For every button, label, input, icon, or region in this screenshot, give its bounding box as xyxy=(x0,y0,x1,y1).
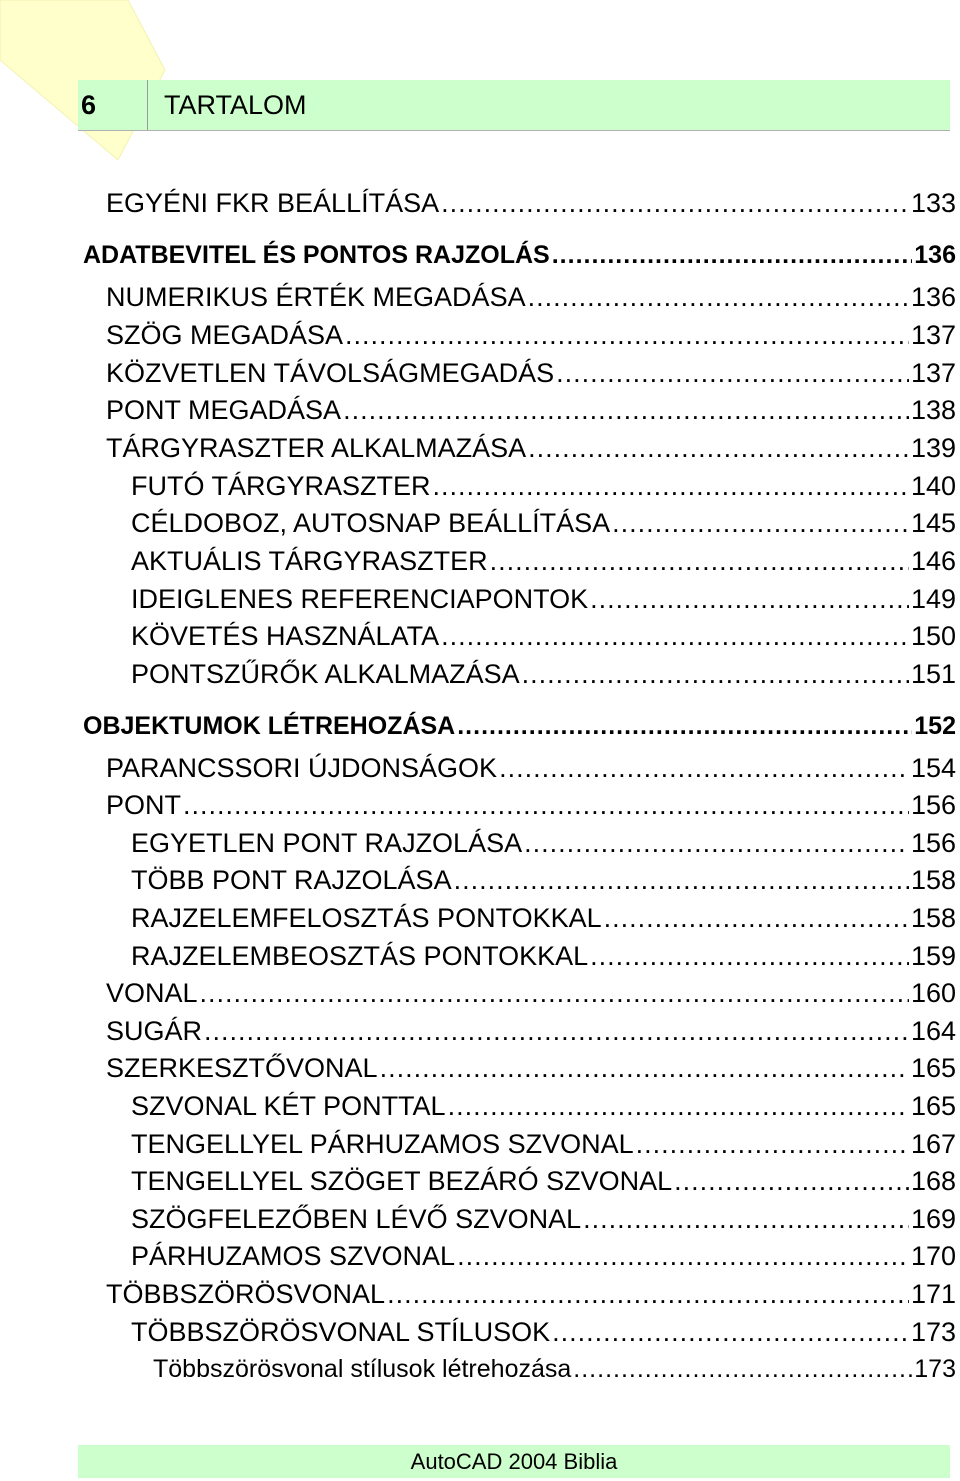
toc-dot-leader xyxy=(552,238,913,272)
toc-entry-page: 169 xyxy=(910,1204,956,1234)
toc-dot-leader xyxy=(448,1089,909,1123)
toc-entry-title: SZÖG MEGADÁSA xyxy=(106,320,344,350)
toc-dot-leader xyxy=(204,1014,909,1048)
toc-dot-leader xyxy=(590,582,909,616)
toc-entry-page: 159 xyxy=(910,941,956,971)
toc-dot-leader xyxy=(457,709,912,743)
page-number: 6 xyxy=(78,80,148,130)
toc-entry-page: 173 xyxy=(914,1355,956,1383)
toc-dot-leader xyxy=(454,863,909,897)
toc-entry-page: 150 xyxy=(910,621,956,651)
toc-entry-page: 167 xyxy=(910,1129,956,1159)
toc-entry[interactable] xyxy=(106,318,956,352)
toc-entry-page: 158 xyxy=(910,865,956,895)
page-title: TARTALOM xyxy=(164,89,307,120)
toc-dot-leader xyxy=(552,1315,909,1349)
toc-entry-title: SZÖGFELEZŐBEN LÉVŐ SZVONAL xyxy=(131,1204,582,1234)
toc-entry[interactable] xyxy=(131,1127,956,1161)
toc-dot-leader xyxy=(636,1127,909,1161)
toc-entry-title: IDEIGLENES REFERENCIAPONTOK xyxy=(131,584,589,614)
toc-entry[interactable] xyxy=(131,469,956,503)
toc-entry[interactable] xyxy=(106,751,956,785)
toc-entry[interactable] xyxy=(131,1089,956,1123)
toc-entry[interactable] xyxy=(131,582,956,616)
toc-entry[interactable] xyxy=(153,1352,956,1386)
toc-entry-page: 168 xyxy=(910,1166,956,1196)
toc-entry-page: 156 xyxy=(910,828,956,858)
toc-entry-page: 158 xyxy=(910,903,956,933)
toc-entry-page: 154 xyxy=(910,753,956,783)
toc-entry[interactable] xyxy=(106,976,956,1010)
toc-entry-title: PONTSZŰRŐK ALKALMAZÁSA xyxy=(131,659,520,689)
toc-dot-leader xyxy=(345,318,909,352)
toc-entry-title: TENGELLYEL SZÖGET BEZÁRÓ SZVONAL xyxy=(131,1166,673,1196)
toc-entry-title: FUTÓ TÁRGYRASZTER xyxy=(131,471,431,501)
toc-dot-leader xyxy=(583,1202,909,1236)
toc-entry-title: PONT xyxy=(106,790,182,820)
toc-dot-leader xyxy=(528,280,909,314)
toc-dot-leader xyxy=(590,939,909,973)
toc-entry-title: KÖVETÉS HASZNÁLATA xyxy=(131,621,440,651)
toc-dot-leader xyxy=(380,1051,909,1085)
toc-entry-title: TÁRGYRASZTER ALKALMAZÁSA xyxy=(106,433,527,463)
toc-entry-page: 137 xyxy=(910,358,956,388)
toc-entry-title: PONT MEGADÁSA xyxy=(106,395,342,425)
toc-entry[interactable] xyxy=(106,393,956,427)
toc-entry-title: SUGÁR xyxy=(106,1016,203,1046)
toc-entry-title: PÁRHUZAMOS SZVONAL xyxy=(131,1241,456,1271)
toc-entry-title: TÖBBSZÖRÖSVONAL STÍLUSOK xyxy=(131,1317,551,1347)
toc-dot-leader xyxy=(387,1277,909,1311)
toc-entry[interactable] xyxy=(106,431,956,465)
toc-entry-title: Többszörösvonal stílusok létrehozása xyxy=(153,1355,572,1383)
toc-entry-title: TENGELLYEL PÁRHUZAMOS SZVONAL xyxy=(131,1129,634,1159)
toc-entry-title: KÖZVETLEN TÁVOLSÁGMEGADÁS xyxy=(106,358,555,388)
toc-entry-page: 146 xyxy=(910,546,956,576)
toc-entry[interactable] xyxy=(106,280,956,314)
toc-entry-page: 151 xyxy=(910,659,956,689)
toc-entry[interactable] xyxy=(131,544,956,578)
toc-entry-title: RAJZELEMFELOSZTÁS PONTOKKAL xyxy=(131,903,602,933)
toc-entry[interactable] xyxy=(83,238,956,272)
toc-entry-title: CÉLDOBOZ, AUTOSNAP BEÁLLÍTÁSA xyxy=(131,508,611,538)
page-footer xyxy=(78,1445,950,1478)
toc-entry-title: OBJEKTUMOK LÉTREHOZÁSA xyxy=(83,712,456,740)
toc-entry[interactable] xyxy=(106,1277,956,1311)
toc-entry-page: 165 xyxy=(910,1091,956,1121)
toc-entry-page: 156 xyxy=(910,790,956,820)
toc-dot-leader xyxy=(573,1352,912,1386)
toc-entry-page: 136 xyxy=(910,282,956,312)
toc-entry-title: SZERKESZTŐVONAL xyxy=(106,1053,378,1083)
toc-dot-leader xyxy=(556,356,909,390)
toc-entry[interactable] xyxy=(106,186,956,220)
toc-dot-leader xyxy=(183,788,909,822)
toc-dot-leader xyxy=(674,1164,909,1198)
toc-dot-leader xyxy=(200,976,909,1010)
toc-entry[interactable] xyxy=(131,1202,956,1236)
toc-entry[interactable] xyxy=(106,356,956,390)
toc-entry-title: ADATBEVITEL ÉS PONTOS RAJZOLÁS xyxy=(83,241,550,269)
toc-entry-page: 139 xyxy=(910,433,956,463)
page-header xyxy=(78,80,950,131)
toc-entry-page: 137 xyxy=(910,320,956,350)
toc-entry-title: VONAL xyxy=(106,978,198,1008)
toc-entry[interactable] xyxy=(131,1239,956,1273)
toc-dot-leader xyxy=(441,619,909,653)
toc-dot-leader xyxy=(457,1239,909,1273)
toc-dot-leader xyxy=(522,657,909,691)
toc-entry-page: 136 xyxy=(914,241,956,269)
toc-entry-title: EGYÉNI FKR BEÁLLÍTÁSA xyxy=(106,188,440,218)
toc-entry-title: EGYETLEN PONT RAJZOLÁSA xyxy=(131,828,523,858)
toc-entry[interactable] xyxy=(131,619,956,653)
toc-dot-leader xyxy=(524,826,909,860)
toc-entry-page: 165 xyxy=(910,1053,956,1083)
toc-entry-page: 149 xyxy=(910,584,956,614)
toc-entry-title: PARANCSSORI ÚJDONSÁGOK xyxy=(106,753,498,783)
toc-entry[interactable] xyxy=(106,1051,956,1085)
toc-entry-title: TÖBBSZÖRÖSVONAL xyxy=(106,1279,386,1309)
toc-entry-page: 133 xyxy=(910,188,956,218)
toc-entry-page: 152 xyxy=(914,712,956,740)
toc-entry-title: NUMERIKUS ÉRTÉK MEGADÁSA xyxy=(106,282,526,312)
toc-entry-page: 173 xyxy=(910,1317,956,1347)
toc-dot-leader xyxy=(604,901,909,935)
toc-entry[interactable] xyxy=(131,1164,956,1198)
toc-entry[interactable] xyxy=(106,1014,956,1048)
toc-entry-title: AKTUÁLIS TÁRGYRASZTER xyxy=(131,546,488,576)
footer-text: AutoCAD 2004 Biblia xyxy=(410,1448,618,1474)
toc-dot-leader xyxy=(343,393,909,427)
toc-dot-leader xyxy=(528,431,909,465)
toc-entry[interactable] xyxy=(131,939,956,973)
toc-entry-page: 138 xyxy=(910,395,956,425)
toc-entry-page: 164 xyxy=(910,1016,956,1046)
toc-dot-leader xyxy=(612,506,909,540)
toc-entry[interactable] xyxy=(106,788,956,822)
toc-dot-leader xyxy=(433,469,909,503)
toc-entry[interactable] xyxy=(131,657,956,691)
toc-entry-page: 160 xyxy=(910,978,956,1008)
toc-entry[interactable] xyxy=(83,709,956,743)
toc-entry[interactable] xyxy=(131,863,956,897)
toc-entry-page: 170 xyxy=(910,1241,956,1271)
toc-dot-leader xyxy=(499,751,909,785)
toc-dot-leader xyxy=(490,544,909,578)
toc-entry[interactable] xyxy=(131,1315,956,1349)
toc-entry-title: TÖBB PONT RAJZOLÁSA xyxy=(131,865,452,895)
toc-entry[interactable] xyxy=(131,826,956,860)
toc-dot-leader xyxy=(441,186,909,220)
toc-entry-title: SZVONAL KÉT PONTTAL xyxy=(131,1091,446,1121)
toc-entry-page: 145 xyxy=(910,508,956,538)
toc-entry-page: 140 xyxy=(910,471,956,501)
toc-entry[interactable] xyxy=(131,901,956,935)
toc-entry-page: 171 xyxy=(910,1279,956,1309)
toc-entry[interactable] xyxy=(131,506,956,540)
toc-entry-title: RAJZELEMBEOSZTÁS PONTOKKAL xyxy=(131,941,589,971)
